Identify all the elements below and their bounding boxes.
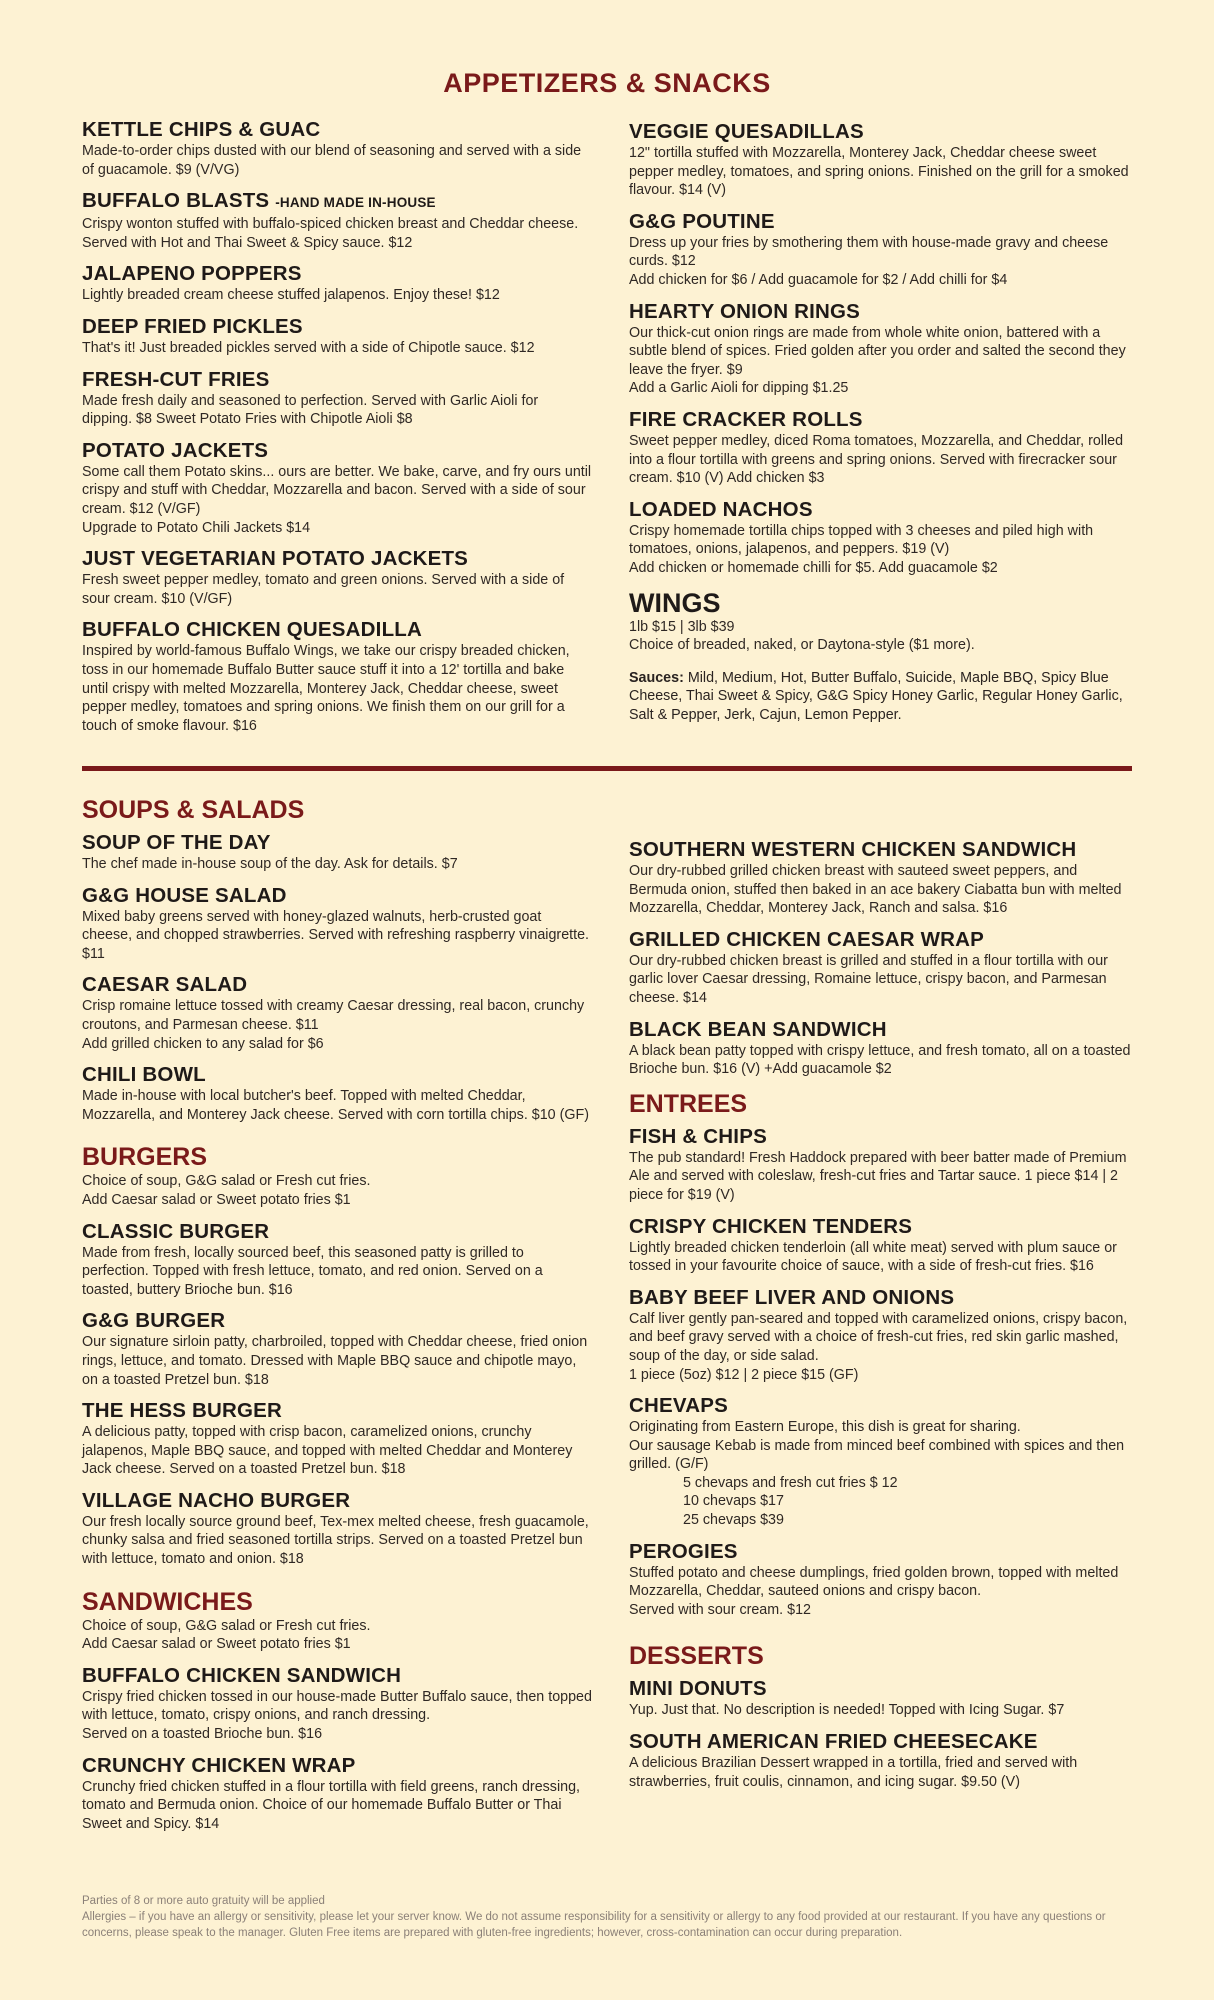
sandwiches-title: SANDWICHES — [82, 1587, 253, 1616]
menu-item — [82, 1309, 592, 1389]
item-name-text: CRUNCHY CHICKEN WRAP — [82, 1753, 356, 1777]
item-description: Lightly breaded cream cheese stuffed jalapenos. Enjoy these! $12 — [82, 287, 500, 304]
item-line: 1lb $15 | 3lb $39 — [629, 618, 735, 635]
item-name — [82, 262, 592, 286]
item-name — [82, 547, 592, 571]
menu-item — [629, 928, 1134, 1008]
item-name — [82, 973, 592, 997]
section-note: Choice of soup, G&G salad or Fresh cut fries. — [82, 1617, 371, 1634]
menu-item — [629, 1730, 1134, 1791]
section-note: Choice of soup, G&G salad or Fresh cut fries. — [82, 1173, 371, 1190]
menu-item — [629, 1540, 1134, 1620]
menu-item — [629, 498, 1134, 578]
item-name-text: CHEVAPS — [629, 1394, 728, 1418]
item-description: Our thick-cut onion rings are made from whole white onion, battered with a subtle blend of spices. Fried golden after you order and salted the second they leave the fryer. $9 — [629, 324, 1126, 378]
item-name-text: KETTLE CHIPS & GUAC — [82, 118, 321, 141]
item-name-text: BUFFALO CHICKEN QUESADILLA — [82, 618, 423, 642]
item-name — [629, 1125, 1134, 1149]
appetizers-right-column — [629, 120, 1134, 734]
menu-item — [629, 210, 1134, 290]
item-name-text: BLACK BEAN SANDWICH — [629, 1017, 887, 1041]
item-name-text: BUFFALO BLASTS — [82, 189, 270, 213]
item-name — [82, 1063, 592, 1087]
item-name — [629, 300, 1134, 324]
menu-item — [82, 118, 592, 179]
item-name-text: POTATO JACKETS — [82, 438, 269, 462]
item-name — [82, 1664, 592, 1688]
item-name-text: HEARTY ONION RINGS — [629, 299, 861, 323]
appetizers-left-column — [82, 118, 592, 745]
item-name — [82, 118, 592, 142]
item-name-text: PEROGIES — [629, 1539, 738, 1563]
menu-item-wings — [629, 588, 1134, 725]
section-note: Add Caesar salad or Sweet potato fries $1 — [82, 1636, 351, 1653]
menu-item — [629, 1018, 1134, 1079]
item-name-text: DEEP FRIED PICKLES — [82, 314, 303, 338]
item-name-text: SOUP OF THE DAY — [82, 831, 271, 854]
item-description: Inspired by world-famous Buffalo Wings, we take our crispy breaded chicken, toss in our homemade Buffalo Butter sauce stuff it into a 12' tortilla and bake until crispy with melted Mozzarella, Monterey Jack, Cheddar cheese, sweet pepper medley, tomatoes and spring onions. We finish them on our grill for a touch of smoke flavour. $16 — [82, 643, 570, 734]
menu-item — [629, 300, 1134, 398]
item-name — [82, 884, 592, 908]
menu-item — [82, 1664, 592, 1744]
item-name-text: SOUTHERN WESTERN CHICKEN SANDWICH — [629, 838, 1077, 861]
item-description: Fresh sweet pepper medley, tomato and green onions. Served with a side of sour cream. $10 (V/GF) — [82, 572, 565, 607]
menu-item — [82, 973, 592, 1053]
item-description: Served with sour cream. $12 — [629, 1601, 811, 1618]
item-description: Made-to-order chips dusted with our blend of seasoning and served with a side of guacamole. $9 (V/VG) — [82, 143, 582, 178]
item-description: Our fresh locally source ground beef, Tex-mex melted cheese, fresh guacamole, chunky salsa and fried seasoned tortilla strips. Served on a toasted Pretzel bun with lettuce, tomato and onion. $18 — [82, 1513, 589, 1568]
menu-item — [629, 120, 1134, 200]
burgers-notes — [82, 1172, 592, 1209]
menu-item — [82, 262, 592, 305]
item-description: A delicious Brazilian Dessert wrapped in a tortilla, fried and served with strawberries, fruit coulis, cinnamon, and icing sugar. $9.50 (V) — [629, 1755, 1078, 1790]
item-name-text: BUFFALO CHICKEN SANDWICH — [82, 1663, 402, 1687]
item-line: Choice of breaded, naked, or Daytona-style ($1 more). — [629, 637, 975, 654]
menu-item — [629, 1286, 1134, 1384]
item-name-text: FRESH-CUT FRIES — [82, 367, 270, 391]
item-name-text: G&G BURGER — [82, 1309, 226, 1333]
gratuity-note: Parties of 8 or more auto gratuity will be applied — [82, 1895, 325, 1907]
item-name — [82, 1399, 592, 1423]
sauces-label: Sauces: — [629, 669, 684, 686]
menu-item — [629, 1394, 1134, 1530]
item-description: Sweet pepper medley, diced Roma tomatoes, Mozzarella, and Cheddar, rolled into a flour tortilla with greens and spring onions. Served with firecracker sour cream. $10 (V) Add chicken $3 — [629, 432, 1124, 487]
item-name — [629, 210, 1134, 234]
menu-item — [629, 408, 1134, 488]
item-description: Crisp romaine lettuce tossed with creamy Caesar dressing, real bacon, crunchy croutons, and Parmesan cheese. $11 — [82, 998, 585, 1033]
item-name-sub: -HAND MADE IN-HOUSE — [275, 195, 436, 211]
item-name-text: JALAPENO POPPERS — [82, 262, 302, 286]
item-name — [82, 618, 592, 642]
item-name — [82, 368, 592, 392]
item-name-text: G&G POUTINE — [629, 209, 775, 233]
item-description: A black bean patty topped with crispy lettuce, and fresh tomato, all on a toasted Brioche bun. $16 (V) +Add guacamole $2 — [629, 1042, 1131, 1078]
item-description: Our dry-rubbed grilled chicken breast with sauteed sweet peppers, and Bermuda onion, stuffed then baked in an ace bakery Ciabatta bun with melted Mozzarella, Cheddar, Monterey Jack, Ranch and salsa. $16 — [629, 863, 1122, 917]
allergy-note: Allergies – if you have an allergy or sensitivity, please let your server know. We do not assume responsibility for a sensitivity or allergy to any food provided at our restaurant. If you have any questions or concerns, please speak to the manager. Gluten Free items are prepared with gluten-free ingredients; however, cross-contamination can occur during preparation. — [82, 1911, 1106, 1939]
item-description: Lightly breaded chicken tenderloin (all white meat) served with plum sauce or tossed in your favourite choice of sauce, with a side of fresh-cut fries. $16 — [629, 1239, 1117, 1275]
item-description: Add chicken for $6 / Add guacamole for $2 / Add chilli for $4 — [629, 271, 1008, 288]
menu-item — [82, 1754, 592, 1834]
item-name — [629, 928, 1134, 952]
appetizers-title: APPETIZERS & SNACKS — [443, 68, 771, 98]
item-description: That's it! Just breaded pickles served with a side of Chipotle sauce. $12 — [82, 339, 535, 356]
menu-item — [82, 618, 592, 735]
menu-item — [629, 1125, 1134, 1205]
item-name-text: VILLAGE NACHO BURGER — [82, 1488, 351, 1512]
item-name — [629, 498, 1134, 522]
item-description: Mixed baby greens served with honey-glazed walnuts, herb-crusted goat cheese, and chopped strawberries. Served with refreshing raspberry vinaigrette. $11 — [82, 908, 590, 962]
item-description: A delicious patty, topped with crisp bacon, caramelized onions, crunchy jalapenos, Maple BBQ sauce, and topped with melted Cheddar and Monterey Jack cheese. Served on a toasted Pretzel bun. $18 — [82, 1424, 573, 1478]
item-description: Upgrade to Potato Chili Jackets $14 — [82, 519, 311, 536]
item-name — [82, 831, 592, 855]
item-description: Our sausage Kebab is made from minced beef combined with spices and then grilled. (G/F) — [629, 1437, 1125, 1473]
item-description: Add grilled chicken to any salad for $6 — [82, 1035, 324, 1052]
item-description: Our dry-rubbed chicken breast is grilled and stuffed in a flour tortilla with our garlic lover Caesar dressing, Romaine lettuce, crispy bacon, and Parmesan cheese. $14 — [629, 952, 1108, 1006]
item-name — [629, 1215, 1134, 1239]
item-name — [82, 1489, 592, 1513]
lower-right-column — [629, 838, 1134, 1801]
item-name — [629, 408, 1134, 432]
item-description: Crunchy fried chicken stuffed in a flour tortilla with field greens, ranch dressing, tomato and Bermuda onion. Choice of our homemade Buffalo Butter or Thai Sweet and Spicy. $14 — [82, 1778, 580, 1832]
menu-item — [82, 315, 592, 358]
lower-left-column — [82, 795, 592, 1843]
item-name-text: G&G HOUSE SALAD — [82, 883, 287, 907]
item-option: 25 chevaps $39 — [683, 1512, 784, 1529]
item-name-text: FIRE CRACKER ROLLS — [629, 407, 863, 431]
item-name-text: CRISPY CHICKEN TENDERS — [629, 1214, 913, 1238]
desserts-title: DESSERTS — [629, 1642, 764, 1671]
menu-item — [82, 1220, 592, 1300]
item-description: Crispy fried chicken tossed in our house-made Butter Buffalo sauce, then topped with lettuce, tomato, crispy onions, and ranch dressing. — [82, 1688, 592, 1724]
menu-item — [82, 1489, 592, 1569]
menu-item — [629, 838, 1134, 918]
item-name-text: FISH & CHIPS — [629, 1124, 767, 1148]
item-name-text: THE HESS BURGER — [82, 1399, 283, 1423]
menu-item — [82, 189, 592, 252]
item-description: Made from fresh, locally sourced beef, this seasoned patty is grilled to perfection. Topped with fresh lettuce, tomato, and red onion. Served on a toasted, buttery Brioche bun. $16 — [82, 1244, 543, 1298]
item-name: WINGS — [629, 587, 721, 618]
item-description: Made in-house with local butcher's beef. Topped with melted Cheddar, Mozzarella, and Monterey Jack cheese. Served with corn tortilla chips. $10 (GF) — [82, 1088, 589, 1123]
item-name — [629, 1394, 1134, 1418]
item-name — [629, 1730, 1134, 1754]
item-description: Calf liver gently pan-seared and topped with caramelized onions, crispy bacon, and beef gravy served with a choice of fresh-cut fries, red skin garlic mashed, soup of the day, or side salad. — [629, 1310, 1128, 1364]
item-name — [82, 439, 592, 463]
item-name-text: JUST VEGETARIAN POTATO JACKETS — [82, 547, 469, 571]
item-name — [629, 1286, 1134, 1310]
menu-item — [82, 1399, 592, 1479]
item-description: The pub standard! Fresh Haddock prepared with beer batter made of Premium Ale and served with coleslaw, fresh-cut fries and Tartar sauce. 1 piece $14 | 2 piece for $19 (V) — [629, 1149, 1127, 1203]
item-name — [82, 189, 592, 215]
section-divider — [82, 766, 1132, 771]
menu-item — [82, 831, 592, 874]
item-name-text: CAESAR SALAD — [82, 973, 248, 997]
menu-item — [82, 547, 592, 608]
item-name — [629, 1677, 1134, 1701]
wings-sauces — [629, 669, 1134, 725]
item-description: 12" tortilla stuffed with Mozzarella, Monterey Jack, Cheddar cheese sweet pepper medley, tomatoes, and spring onions. Finished on the grill for a smoked flavour. $14 (V) — [629, 145, 1129, 199]
item-name — [629, 1018, 1134, 1042]
item-name — [629, 120, 1134, 144]
soups-salads-title: SOUPS & SALADS — [82, 796, 305, 824]
menu-item — [629, 1215, 1134, 1276]
item-name — [82, 1754, 592, 1778]
menu-item — [82, 884, 592, 964]
menu-item — [82, 439, 592, 537]
item-name — [629, 838, 1134, 862]
item-name-text: CHILI BOWL — [82, 1063, 206, 1087]
item-option: 5 chevaps and fresh cut fries $ 12 — [683, 1474, 898, 1491]
item-name-text: LOADED NACHOS — [629, 497, 813, 521]
item-description: The chef made in-house soup of the day. Ask for details. $7 — [82, 856, 458, 872]
item-description: Add a Garlic Aioli for dipping $1.25 — [629, 380, 849, 397]
item-description: Add chicken or homemade chilli for $5. Add guacamole $2 — [629, 559, 998, 576]
sandwiches-notes — [82, 1617, 592, 1654]
item-name — [82, 315, 592, 339]
item-description: 1 piece (5oz) $12 | 2 piece $15 (GF) — [629, 1366, 859, 1383]
item-description: Our signature sirloin patty, charbroiled, topped with Cheddar cheese, fried onion rings, lettuce, and tomato. Dressed with Maple BBQ sauce and chipotle mayo, on a toasted Pretzel bun. $18 — [82, 1334, 588, 1388]
burgers-title: BURGERS — [82, 1143, 208, 1172]
item-description: Stuffed potato and cheese dumplings, fried golden brown, topped with melted Mozzarella, Cheddar, sauteed onions and crispy bacon. — [629, 1564, 1119, 1600]
item-name — [629, 1540, 1134, 1564]
menu-item — [82, 1063, 592, 1124]
item-option: 10 chevaps $17 — [683, 1493, 784, 1510]
item-description: Some call them Potato skins... ours are better. We bake, carve, and fry ours until crispy and stuff with Cheddar, Mozzarella and bacon. Served with a side of sour cream. $12 (V/GF) — [82, 463, 592, 517]
section-note: Add Caesar salad or Sweet potato fries $1 — [82, 1191, 351, 1208]
item-description: Served on a toasted Brioche bun. $16 — [82, 1726, 323, 1743]
item-name-text: VEGGIE QUESADILLAS — [629, 120, 864, 143]
item-name-text: SOUTH AMERICAN FRIED CHEESECAKE — [629, 1730, 1038, 1754]
item-description: Yup. Just that. No description is needed! Topped with Icing Sugar. $7 — [629, 1702, 1065, 1719]
item-name-text: GRILLED CHICKEN CAESAR WRAP — [629, 927, 985, 951]
item-name-text: CLASSIC BURGER — [82, 1219, 270, 1243]
footer — [82, 1893, 1132, 1941]
item-name-text: BABY BEEF LIVER AND ONIONS — [629, 1285, 955, 1309]
item-description: Dress up your fries by smothering them with house-made gravy and cheese curds. $12 — [629, 234, 1109, 270]
menu-item — [82, 368, 592, 429]
item-name — [82, 1220, 592, 1244]
entrees-title: ENTREES — [629, 1089, 748, 1118]
item-name — [82, 1309, 592, 1333]
item-name-text: MINI DONUTS — [629, 1677, 767, 1701]
menu-item — [629, 1677, 1134, 1720]
item-description: Crispy homemade tortilla chips topped with 3 cheeses and piled high with tomatoes, onions, jalapenos, and peppers. $19 (V) — [629, 522, 1094, 558]
item-description: Made fresh daily and seasoned to perfection. Served with Garlic Aioli for dipping. $8 Sweet Potato Fries with Chipotle Aioli $8 — [82, 392, 539, 428]
item-description: Originating from Eastern Europe, this dish is great for sharing. — [629, 1419, 1021, 1436]
item-description: Crispy wonton stuffed with buffalo-spiced chicken breast and Cheddar cheese. Served with Hot and Thai Sweet & Spicy sauce. $12 — [82, 216, 579, 251]
sauces-text: Mild, Medium, Hot, Butter Buffalo, Suicide, Maple BBQ, Spicy Blue Cheese, Thai Sweet & Spicy, G&G Spicy Honey Garlic, Regular Honey Garlic, Salt & Pepper, Jerk, Cajun, Lemon Pepper. — [629, 669, 1123, 723]
